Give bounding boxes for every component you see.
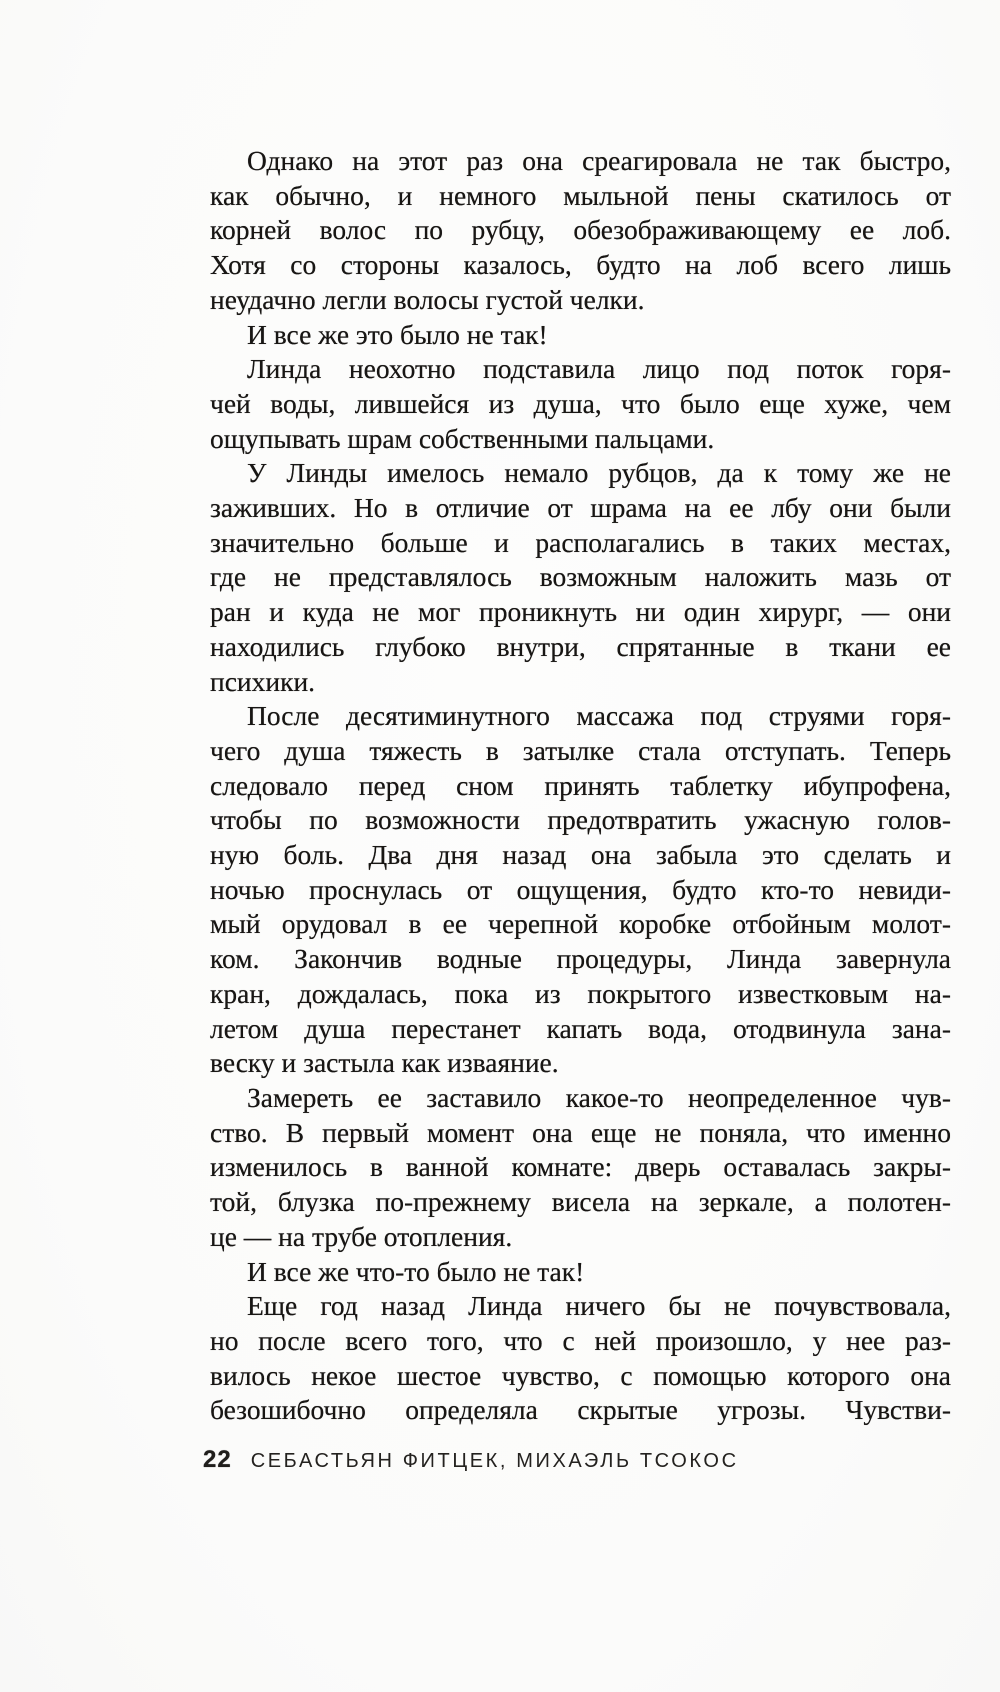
text-line: ощупывать шрам собственными пальцами. xyxy=(210,422,715,454)
text-line: той, блузка по-прежнему висела на зеркале, а полотен- xyxy=(210,1186,951,1218)
text-line: ком. Закончив водные процедуры, Линда завернула xyxy=(210,943,951,975)
text-line: Еще год назад Линда ничего бы не почувствовала, xyxy=(247,1290,951,1322)
text-line: мый орудовал в ее черепной коробке отбойным молот- xyxy=(210,908,951,940)
text-line: ночью проснулась от ощущения, будто кто-то невиди- xyxy=(210,873,951,905)
text-line: Замереть ее заставило какое-то неопределенное чув- xyxy=(247,1081,951,1113)
text-line: веску и застыла как изваяние. xyxy=(210,1047,559,1079)
text-line: находились глубоко внутри, спрятанные в ткани ее xyxy=(210,630,951,662)
text-line: но после всего того, что с ней произошло, у нее раз- xyxy=(210,1324,951,1356)
text-line: как обычно, и немного мыльной пены скатилось от xyxy=(210,179,951,211)
text-line: вилось некое шестое чувство, с помощью которого она xyxy=(210,1359,951,1391)
text-line: кран, дождалась, пока из покрытого известковым на- xyxy=(210,977,951,1009)
running-title-authors: СЕБАСТЬЯН ФИТЦЕК, МИХАЭЛЬ ТСОКОС xyxy=(250,1450,739,1472)
text-line: ство. В первый момент она еще не поняла, что именно xyxy=(210,1116,951,1148)
text-line: И все же что-то было не так! xyxy=(247,1255,585,1287)
text-line: следовало перед сном принять таблетку ибупрофена, xyxy=(210,769,951,801)
text-line: неудачно легли волосы густой челки. xyxy=(210,283,645,315)
text-line: ран и куда не мог проникнуть ни один хирург, — они xyxy=(210,596,951,628)
text-line: значительно больше и располагались в таких местах, xyxy=(210,526,951,558)
text-line: чего душа тяжесть в затылке стала отступать. Теперь xyxy=(210,734,951,766)
text-line: летом душа перестанет капать вода, отодвинула зана- xyxy=(210,1012,951,1044)
text-line: Однако на этот раз она среагировала не так быстро, xyxy=(247,145,951,176)
text-line: И все же это было не так! xyxy=(247,318,548,350)
text-line: где не представлялось возможным наложить мазь от xyxy=(210,561,951,593)
text-line: заживших. Но в отличие от шрама на ее лбу они были xyxy=(210,492,951,524)
text-line: После десятиминутного массажа под струями горя- xyxy=(247,700,951,732)
text-block xyxy=(210,144,951,1428)
text-line: чей воды, лившейся из душа, что было еще хуже, чем xyxy=(210,387,951,419)
page-number: 22 xyxy=(203,1446,232,1473)
text-line: У Линды имелось немало рубцов, да к тому же не xyxy=(247,457,951,489)
text-line: це — на трубе отопления. xyxy=(210,1220,513,1252)
text-line: корней волос по рубцу, обезображивающему ее лоб. xyxy=(210,214,951,246)
text-line: ную боль. Два дня назад она забыла это сделать и xyxy=(210,839,951,871)
text-line: безошибочно определяла скрытые угрозы. Чувстви- xyxy=(210,1394,951,1426)
page-footer xyxy=(203,1446,944,1474)
text-line: чтобы по возможности предотвратить ужасную голов- xyxy=(210,804,951,836)
text-line: Хотя со стороны казалось, будто на лоб всего лишь xyxy=(210,249,951,281)
text-line: психики. xyxy=(210,665,316,697)
text-line: Линда неохотно подставила лицо под поток горя- xyxy=(247,353,951,385)
text-line: изменилось в ванной комнате: дверь оставалась закры- xyxy=(210,1151,951,1183)
